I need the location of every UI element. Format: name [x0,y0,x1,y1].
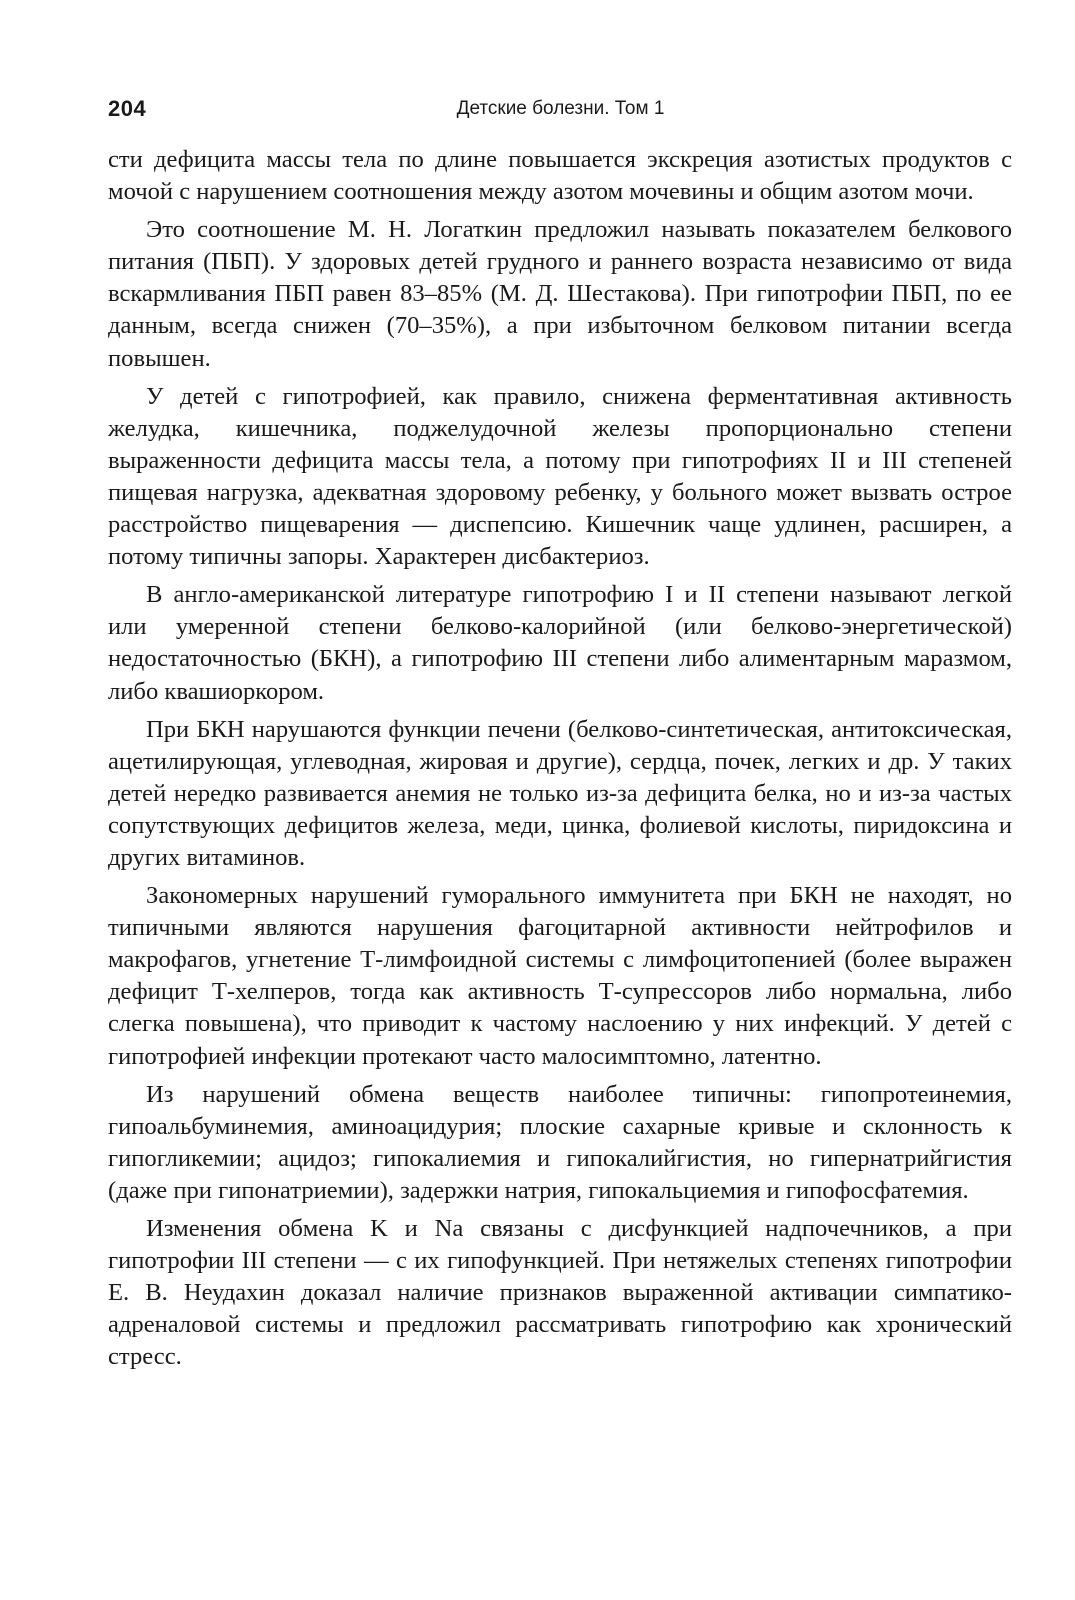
paragraph-protein-index: Это соотношение М. Н. Логаткин предложил называть показателем белкового питания (ПБП). У здоровых детей грудного и раннего возраста независимо от вида вскармливания ПБП равен 83–85% (М. Д. Шестакова). При гипотрофии ПБП, по ее данным, всегда снижен (70–35%), а при избыточном белковом питании всегда повышен. [108,216,1012,372]
book-title: Детские болезни. Том 1 [456,98,665,119]
body-text [108,144,1012,1373]
paragraph-organ-functions: При БКН нарушаются функции печени (белково-синтетическая, антитоксическая, ацетилирующая, углеводная, жировая и другие), сердца, почек, легких и др. У таких детей нередко развивается анемия не только из-за дефицита белка, но и из-за частых сопутствующих дефицитов железа, меди, цинка, фолиевой кислоты, пиридоксина и других витаминов. [108,715,1012,871]
paragraph-continuation: сти дефицита массы тела по длине повышается экскреция азотистых продуктов с мочой с нарушением соотношения между азотом мочевины и общим азотом мочи. [108,146,1012,206]
paragraph-metabolism: Из нарушений обмена веществ наиболее типичны: гипопротеинемия, гипоальбуминемия, аминоацидурия; плоские сахарные кривые и склонность к гипогликемии; ацидоз; гипокалиемия и гипокалийгистия, но гипернатрийгистия (даже при гипонатриемии), задержки натрия, гипокальциемия и гипофосфатемия. [108,1080,1012,1204]
paragraph-immunity: Закономерных нарушений гуморального иммунитета при БКН не находят, но типичными являются нарушения фагоцитарной активности нейтрофилов и макрофагов, угнетение Т-лимфоидной системы с лимфоцитопенией (более выражен дефицит Т-хелперов, тогда как активность Т-супрессоров либо нормальна, либо слегка повышена), что приводит к частому наслоению у них инфекций. У детей с гипотрофией инфекции протекают часто малосимптомно, латентно. [108,882,1012,1070]
page-number: 204 [108,96,147,121]
paragraph-anglo-american-terms: В англо-американской литературе гипотрофию I и II степени называют легкой или умеренной степени белково-калорийной (или белково-энергетической) недостаточностью (БКН), а гипотрофию III степени либо алиментарным маразмом, либо квашиоркором. [108,581,1012,705]
paragraph-enzyme-activity: У детей с гипотрофией, как правило, снижена ферментативная активность желудка, кишечника, поджелудочной железы пропорционально степени выраженности дефицита массы тела, а потому при гипотрофиях II и III степеней пищевая нагрузка, адекватная здоровому ребенку, у больного может вызвать острое расстройство пищеварения — диспепсию. Кишечник чаще удлинен, расширен, а потому типичны запоры. Характерен дисбактериоз. [108,382,1012,571]
paragraph-adrenal-dysfunction: Изменения обмена K и Na связаны с дисфункцией надпочечников, а при гипотрофии III степени — с их гипофункцией. При нетяжелых степенях гипотрофии Е. В. Неудахин доказал наличие признаков выраженной активации симпатико-адреналовой системы и предложил рассматривать гипотрофию как хронический стресс. [108,1215,1012,1371]
running-header [108,96,1013,126]
